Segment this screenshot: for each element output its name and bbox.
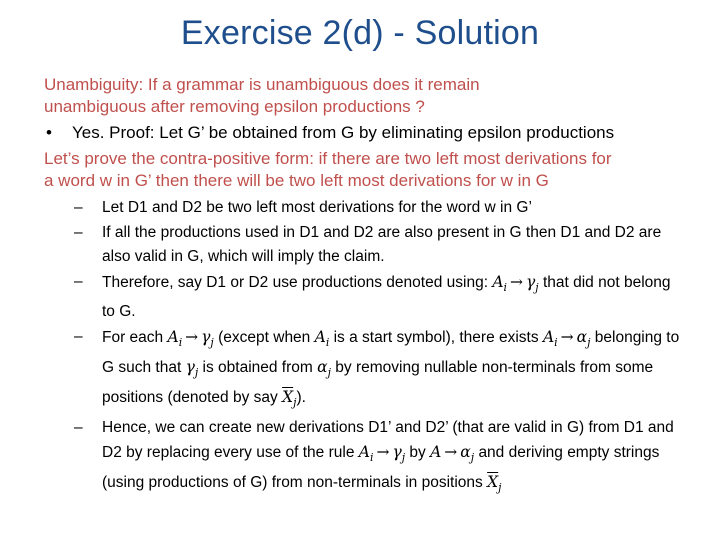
step-1 (44, 196, 684, 220)
math-alpha-j: $\alpha_j$ (317, 358, 331, 380)
dash-mark: – (74, 224, 83, 241)
answer-text: Yes. Proof: Let G’ be obtained from G by eliminating epsilon productions (72, 123, 615, 142)
math-a-i: $A_i$ (314, 328, 330, 350)
answer-bullet (44, 122, 684, 144)
step-4-text-a: For each (102, 329, 164, 347)
contrapositive-line-2: a word w in G’ then there will be two left most derivations for w in G (44, 171, 549, 190)
question-line-2: unambiguous after removing epsilon productions ? (44, 97, 425, 116)
step-4-text-g: ). (296, 389, 306, 407)
math-rule-a-gamma: $A_i \to \gamma_j$ (167, 328, 214, 350)
step-2-text: If all the productions used in D1 and D2 are also present in G then D1 and D2 are also valid in G, which will imply the claim. (102, 224, 662, 265)
math-rule-a-gamma: $A_i \to \gamma_j$ (358, 443, 406, 465)
math-gamma-j: $\gamma_j$ (185, 358, 199, 380)
step-5-text-b: by (409, 444, 426, 462)
step-4-text-f: by removing nullable non-terminals from some positions (denoted by say (102, 359, 654, 407)
dash-mark: – (74, 328, 83, 346)
step-3 (44, 270, 684, 324)
math-x-bar-j: $\overline{X}_j$ (487, 473, 502, 495)
step-3-text-b: that did not belong to G. (102, 274, 671, 321)
step-4-text-c: is a start symbol), there exists (333, 329, 539, 347)
step-4-text-d: belonging to G such that (102, 329, 680, 377)
step-3-text-a: Therefore, say D1 or D2 use productions denoted using: (102, 274, 489, 291)
math-rule-a-alpha: $A \to \alpha_j$ (430, 443, 475, 465)
bullet-dot: • (46, 123, 52, 142)
slide-body (44, 74, 684, 502)
step-5 (44, 416, 684, 500)
step-5-text-a: Hence, we can create new derivations D1’ and D2’ (that are valid in G) from D1 and D2 by replacing every use of the rule (102, 419, 674, 462)
slide-title: Exercise 2(d) - Solution (180, 14, 540, 52)
step-1-text: Let D1 and D2 be two left most derivations for the word w in G’ (102, 199, 532, 216)
dash-mark: – (74, 273, 83, 290)
question-line-1: Unambiguity: If a grammar is unambiguous does it remain (44, 75, 480, 94)
contrapositive-line-1: Let’s prove the contra-positive form: if there are two left most derivations for (44, 149, 612, 168)
step-4-text-b: (except when (218, 329, 311, 347)
step-4 (44, 325, 684, 415)
dash-mark: – (74, 199, 83, 216)
math-x-bar-j: $\overline{X}_j$ (282, 388, 297, 410)
math-rule-a-gamma: $A_i \to \gamma_j$ (492, 273, 539, 295)
step-2 (44, 221, 684, 269)
step-4-text-e: is obtained from (202, 359, 313, 377)
proof-steps (44, 196, 684, 501)
dash-mark: – (74, 419, 83, 437)
step-5-text-c: and deriving empty strings (using productions of G) from non-terminals in positions (102, 444, 660, 492)
math-rule-a-alpha: $A_i \to \alpha_j$ (542, 328, 591, 350)
